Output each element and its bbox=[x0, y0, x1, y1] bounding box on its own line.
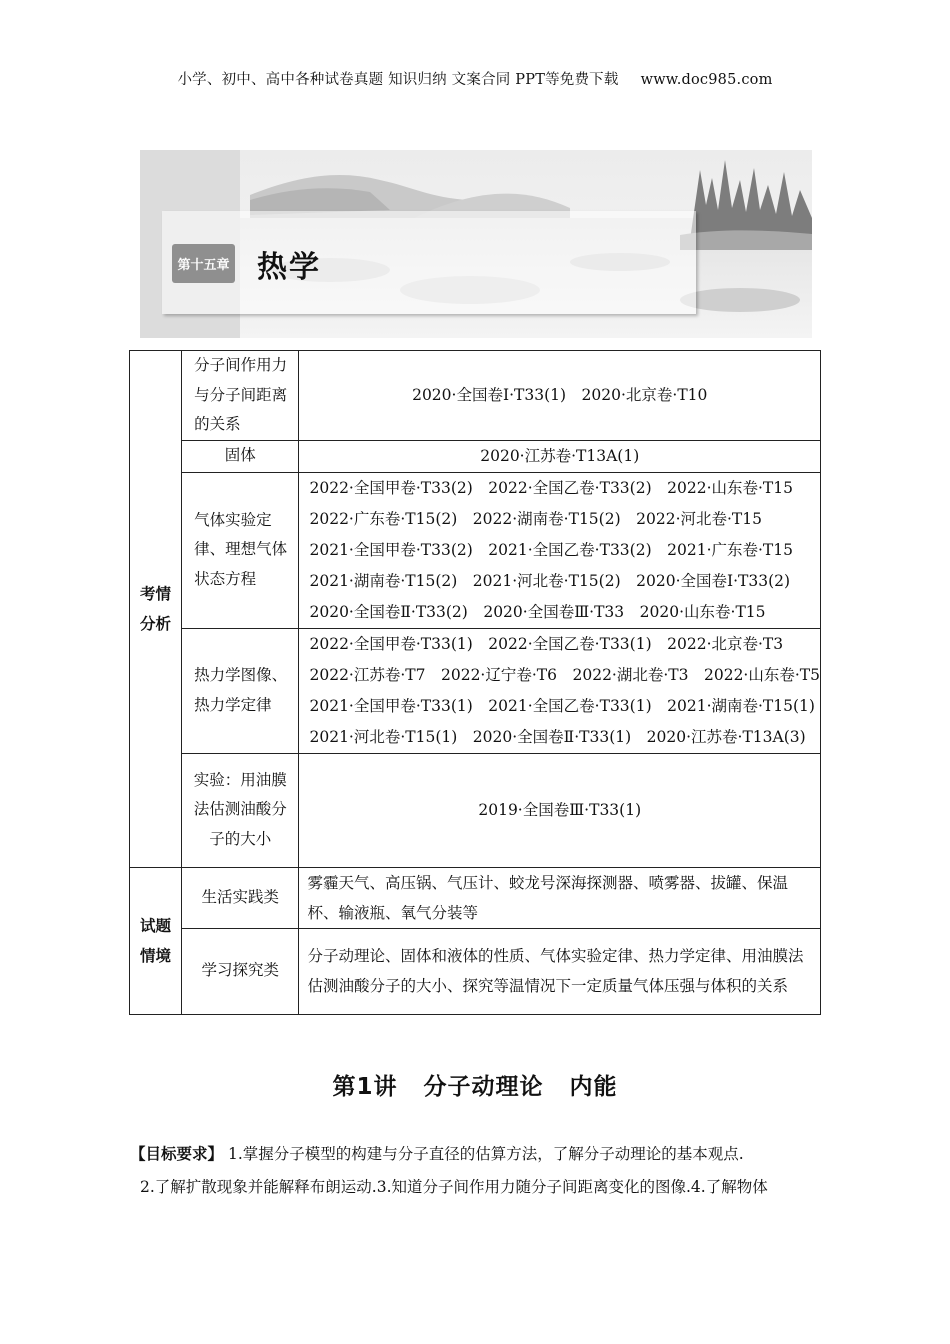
header-site: www.doc985.com bbox=[640, 72, 773, 88]
section-label-line: 分析 bbox=[140, 614, 172, 633]
table-row bbox=[130, 472, 821, 628]
chapter-title: 热学 bbox=[257, 250, 321, 285]
topic-cell: 实验：用油膜法估测油酸分子的大小 bbox=[182, 753, 299, 867]
topic-cell: 分子间作用力与分子间距离的关系 bbox=[182, 351, 299, 441]
ref-line: 2022·全国甲卷·T33(1) 2022·全国乙卷·T33(1) 2022·北京卷·T3 bbox=[309, 634, 784, 653]
refs-cell bbox=[299, 753, 821, 867]
ref-line: 2022·广东卷·T15(2) 2022·湖南卷·T15(2) 2022·河北卷·T15 bbox=[309, 509, 762, 528]
scenario-desc-cell: 分子动理论、固体和液体的性质、气体实验定律、热力学定律、用油膜法估测油酸分子的大小、探究等温情况下一定质量气体压强与体积的关系 bbox=[299, 928, 821, 1014]
ref-line: 2019·全国卷Ⅲ·T33(1) bbox=[478, 800, 642, 819]
learning-goals bbox=[130, 1138, 820, 1204]
goal-line-1 bbox=[130, 1138, 820, 1171]
table-row bbox=[130, 928, 821, 1014]
topic-cell: 热力学图像、热力学定律 bbox=[182, 628, 299, 753]
scenario-type-cell: 学习探究类 bbox=[182, 928, 299, 1014]
table-row bbox=[130, 628, 821, 753]
scenario-desc-cell: 雾霾天气、高压锅、气压计、蛟龙号深海探测器、喷雾器、拔罐、保温杯、输液瓶、氧气分装等 bbox=[299, 867, 821, 928]
goal-text-1: 1.掌握分子模型的构建与分子直径的估算方法，了解分子动理论的基本观点. bbox=[227, 1145, 744, 1163]
scenario-type-cell: 生活实践类 bbox=[182, 867, 299, 928]
section-label-line: 考情 bbox=[140, 584, 172, 603]
refs-cell bbox=[299, 440, 821, 472]
section-label-line: 情境 bbox=[140, 946, 172, 965]
table-row bbox=[130, 351, 821, 441]
ref-line: 2021·全国甲卷·T33(2) 2021·全国乙卷·T33(2) 2021·广东卷·T15 bbox=[309, 540, 793, 559]
chapter-card bbox=[162, 211, 696, 314]
lecture-topic: 分子动理论 bbox=[423, 1074, 544, 1100]
section-label-scenario bbox=[130, 867, 182, 1014]
refs-cell bbox=[299, 351, 821, 441]
ref-line: 2021·全国甲卷·T33(1) 2021·全国乙卷·T33(1) 2021·湖南卷·T15(1) bbox=[309, 696, 815, 715]
ref-line: 2021·河北卷·T15(1) 2020·全国卷Ⅱ·T33(1) 2020·江苏卷·T13A(3) bbox=[309, 727, 806, 746]
chapter-tag: 第十五章 bbox=[172, 244, 235, 283]
ref-line: 2021·湖南卷·T15(2) 2021·河北卷·T15(2) 2020·全国卷Ⅰ·T33(2) bbox=[309, 571, 791, 590]
lecture-title bbox=[0, 1068, 950, 1101]
ref-line: 2022·全国甲卷·T33(2) 2022·全国乙卷·T33(2) 2022·山东卷·T15 bbox=[309, 478, 793, 497]
header-text: 小学、初中、高中各种试卷真题 知识归纳 文案合同 PPT等免费下载 bbox=[177, 72, 619, 88]
ref-line: 2022·江苏卷·T7 2022·辽宁卷·T6 2022·湖北卷·T3 2022·山东卷·T5 bbox=[309, 665, 820, 684]
goal-label: 【目标要求】 bbox=[130, 1145, 224, 1163]
ref-line: 2020·全国卷Ⅱ·T33(2) 2020·全国卷Ⅲ·T33 2020·山东卷·T15 bbox=[309, 602, 766, 621]
lecture-number: 第1讲 bbox=[332, 1074, 398, 1100]
topic-cell: 气体实验定律、理想气体状态方程 bbox=[182, 472, 299, 628]
page-header bbox=[0, 68, 950, 89]
topic-cell: 固体 bbox=[182, 440, 299, 472]
goal-text-2: 2.了解扩散现象并能解释布朗运动.3.知道分子间作用力随分子间距离变化的图像.4.了解物体 bbox=[140, 1178, 768, 1196]
ref-line: 2020·江苏卷·T13A(1) bbox=[480, 446, 640, 465]
table-row bbox=[130, 753, 821, 867]
section-label-analysis bbox=[130, 351, 182, 868]
table-row bbox=[130, 867, 821, 928]
table-row bbox=[130, 440, 821, 472]
refs-cell bbox=[299, 628, 821, 753]
lecture-subtopic: 内能 bbox=[569, 1074, 618, 1100]
ref-line: 2020·全国卷Ⅰ·T33(1) 2020·北京卷·T10 bbox=[412, 385, 708, 404]
section-label-line: 试题 bbox=[140, 916, 172, 935]
refs-cell bbox=[299, 472, 821, 628]
exam-analysis-table bbox=[129, 350, 821, 1015]
